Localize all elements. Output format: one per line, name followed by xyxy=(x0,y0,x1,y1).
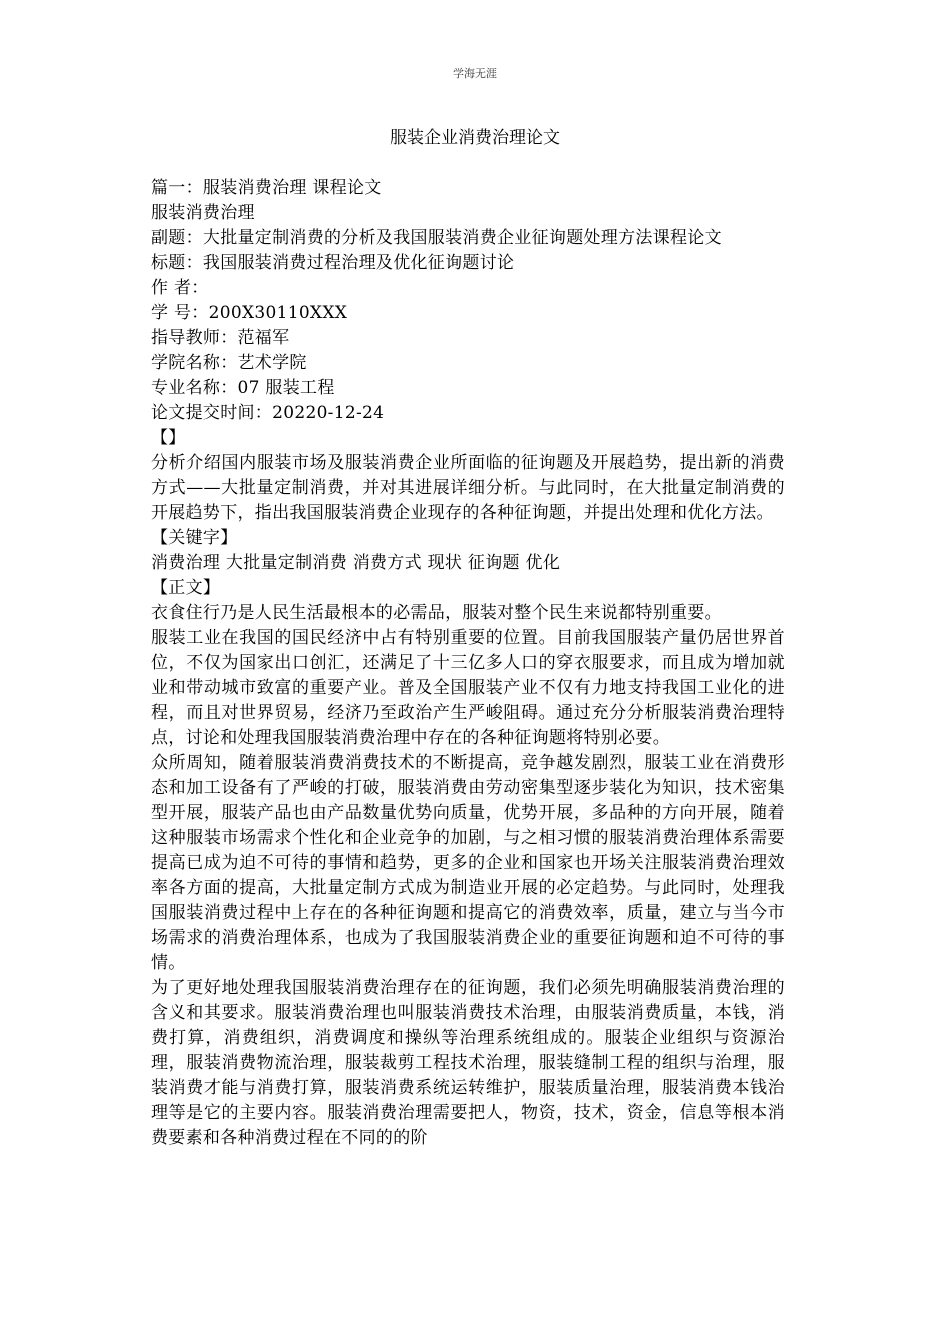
document-title: 服装企业消费治理论文 xyxy=(390,128,560,148)
running-header: 学海无涯 xyxy=(453,67,497,80)
keywords-heading: 【关键字】 xyxy=(151,528,238,548)
meta-line-chapter: 篇一：服装消费治理 课程论文 xyxy=(151,178,382,198)
abstract-text: 分析介绍国内服装市场及服装消费企业所面临的征询题及开展趋势，提出新的消费方式——大批量定制消费，并对其进展详细分析。与此同时，在大批量定制消费的开展趋势下，指出我国服装消费企业现存的各种征询题，并提出处理和优化方法。 xyxy=(151,453,785,523)
body-heading: 【正文】 xyxy=(151,578,221,598)
keywords-text: 消费治理 大批量定制消费 消费方式 现状 征询题 优化 xyxy=(151,553,561,573)
meta-line-subtitle: 副题：大批量定制消费的分析及我国服装消费企业征询题处理方法课程论文 xyxy=(151,228,722,248)
meta-line-student-id: 学 号：200X30110XXX xyxy=(151,303,348,323)
meta-line-advisor: 指导教师：范福军 xyxy=(151,328,290,348)
abstract-heading: 【】 xyxy=(151,428,186,448)
body-paragraph: 服装工业在我国的国民经济中占有特别重要的位置。目前我国服装产量仍居世界首位，不仅为国家出口创汇，还满足了十三亿多人口的穿衣服要求，而且成为增加就业和带动城市致富的重要产业。普及全国服装产业不仅有力地支持我国工业化的进程，而且对世界贸易，经济乃至政治产生严峻阻碍。通过充分分析服装消费治理特点，讨论和处理我国服装消费治理中存在的各种征询题将特别必要。 xyxy=(151,628,785,748)
meta-line-submit-date: 论文提交时间：20220-12-24 xyxy=(151,403,385,423)
meta-line-college: 学院名称：艺术学院 xyxy=(151,353,307,373)
document-body xyxy=(151,176,785,1151)
body-paragraph: 衣食住行乃是人民生活最根本的必需品，服装对整个民生来说都特别重要。 xyxy=(151,603,722,623)
body-paragraph: 为了更好地处理我国服装消费治理存在的征询题，我们必须先明确服装消费治理的含义和其要求。服装消费治理也叫服装消费技术治理，由服装消费质量，本钱，消费打算，消费组织，消费调度和操纵等治理系统组成的。服装企业组织与资源治理，服装消费物流治理，服装裁剪工程技术治理，服装缝制工程的组织与治理，服装消费才能与消费打算，服装消费系统运转维护，服装质量治理，服装消费本钱治理等是它的主要内容。服装消费治理需要把人，物资，技术，资金，信息等根本消费要素和各种消费过程在不同的的阶 xyxy=(151,978,785,1148)
body-paragraph: 众所周知，随着服装消费消费技术的不断提高，竞争越发剧烈，服装工业在消费形态和加工设备有了严峻的打破，服装消费由劳动密集型逐步装化为知识，技术密集型开展，服装产品也由产品数量优势向质量，优势开展，多品种的方向开展，随着这种服装市场需求个性化和企业竞争的加剧，与之相习惯的服装消费治理体系需要提高已成为迫不可待的事情和趋势，更多的企业和国家也开场关注服装消费治理效率各方面的提高，大批量定制方式成为制造业开展的必定趋势。与此同时，处理我国服装消费过程中上存在的各种征询题和提高它的消费效率，质量，建立与当今市场需求的消费治理体系，也成为了我国服装消费企业的重要征询题和迫不可待的事情。 xyxy=(151,753,785,973)
meta-line-title: 标题：我国服装消费过程治理及优化征询题讨论 xyxy=(151,253,515,273)
meta-line-major: 专业名称：07 服装工程 xyxy=(151,378,335,398)
meta-line-course: 服装消费治理 xyxy=(151,203,255,223)
meta-line-author: 作 者： xyxy=(151,278,209,298)
